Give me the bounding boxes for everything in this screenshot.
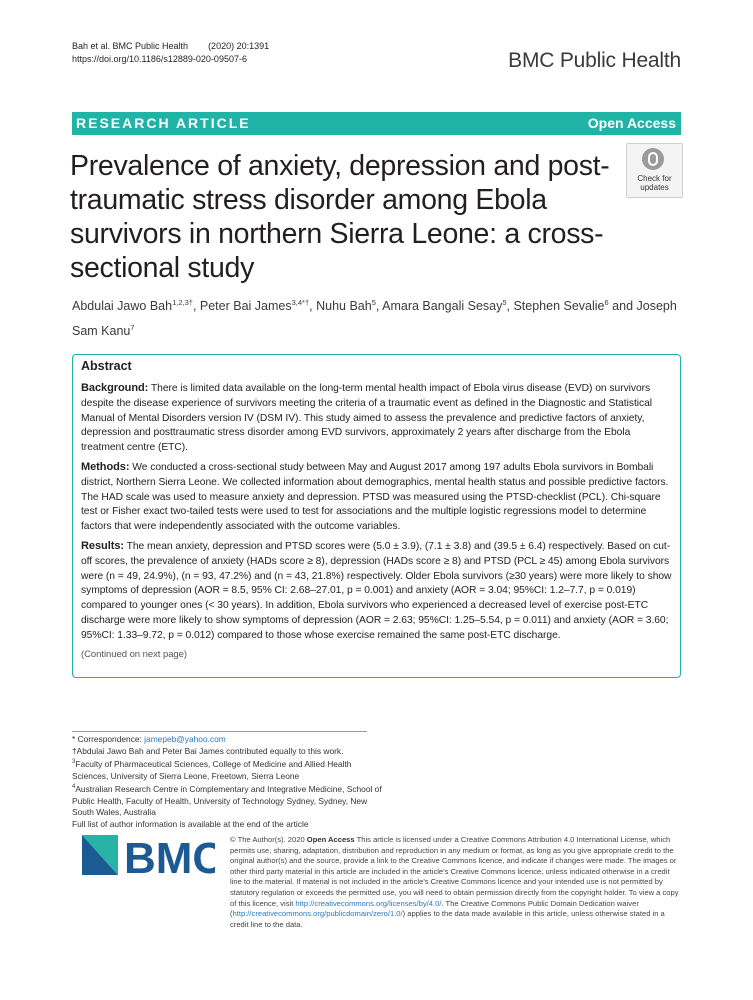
footnotes: [72, 734, 382, 830]
license-body-2: . The Creative Commons Public Domain Dedication waiver (: [230, 898, 639, 919]
continued-note: (Continued on next page): [81, 648, 188, 660]
section-text: The mean anxiety, depression and PTSD scores were (5.0 ± 3.9), (7.1 ± 3.8) and (39.5 ± 6.4) respectively. Based on cut-off scores, the prevalence of anxiety (HADs score ≥ 8), depression (HADs score ≥ 8) and PTSD (PCL ≥ 45) among Ebola survivors were (n = 49, 24.9%), (n = 93, 47.2%) and (n = 43, 21.8%) respectively. Older Ebola survivors (≥30 years) were more likely to show symptoms of depression (AOR = 8.5, 95% CI: 2.68–27.01, p = 0.001) and anxiety (AOR = 3.04; 95%CI: 1.2–7.7, p = 0.019) compared to younger ones (< 30 years). In addition, Ebola survivors who experienced a decreased level of exercise post-ETC discharge were more likely to show symptoms of depression (AOR = 2.63; 95%CI: 1.25–5.54, p = 0.011) and anxiety (AOR = 3.60; 95%CI: 1.33–9.72, p = 0.012) compared to those whose exercise remained the same post-ETC discharge.: [81, 540, 672, 641]
abstract-results: [81, 539, 674, 644]
author-name: Nuhu Bah: [316, 299, 372, 314]
author-name: Joseph Sam Kanu: [72, 299, 677, 339]
author-affiliation-sup: 5: [502, 298, 507, 307]
author-name: Abdulai Jawo Bah: [72, 299, 173, 314]
affiliation-sup: 3: [72, 759, 76, 766]
correspondence-label: * Correspondence:: [72, 734, 145, 744]
citation-year-volume: (2020) 20:1391: [208, 41, 270, 51]
footnote-divider: [72, 731, 367, 732]
check-for-updates-badge[interactable]: [626, 143, 683, 198]
abstract-background: [81, 381, 674, 456]
citation-doi[interactable]: https://doi.org/10.1186/s12889-020-09507-6: [72, 54, 247, 64]
bmc-logo: [80, 829, 215, 881]
author-separator: ,: [309, 299, 317, 314]
abstract-box: [72, 354, 681, 678]
section-text: We conducted a cross-sectional study between May and August 2017 among 197 adults Ebola survivors in Bombali district, Northern Sierra Leone. We collected information about demographics, mental health status and possible predictive factors. The HAD scale was used to measure anxiety and depression. PTSD was measured using the PTSD-checklist (PCL). Chi-square test or Fisher exact two-tailed tests were used to test for associations and the multiple logistic regressions model to determine factors that were independently associated with the outcome variables.: [81, 461, 669, 533]
author-affiliation-sup: 7: [130, 323, 135, 333]
license-text: [230, 835, 682, 930]
author-affiliation-sup: 5: [371, 298, 376, 307]
abstract-heading: Abstract: [81, 359, 132, 373]
author-list: [72, 292, 682, 342]
abstract-body: [81, 381, 674, 662]
license-body: This article is licensed under a Creative Commons Attribution 4.0 International License, which permits use, sharing, adaptation, distribution and reproduction in any medium or format, as long as you give appropriate credit to the original author(s) and the source, provide a link to the Creative Commons licence, and indicate if changes were made. The images or other third party material in this article are included in the article's Creative Commons licence, unless indicated otherwise in a credit line to the material. If material is not included in the article's Creative Commons licence and your intended use is not permitted by statutory regulation or exceeds the permitted use, you will need to obtain permission directly from the copyright holder. To view a copy of this licence, visit: [230, 835, 679, 908]
open-access-label: Open Access: [587, 115, 676, 131]
section-label: Methods:: [81, 460, 130, 473]
author-separator: ,: [506, 299, 514, 314]
article-type-label: RESEARCH ARTICLE: [76, 115, 251, 131]
author-affiliation-sup: 3,4*†: [291, 298, 310, 307]
affiliation-3: Faculty of Pharmaceutical Sciences, College of Medicine and Allied Health Sciences, University of Sierra Leone, Freetown, Sierra Leone: [72, 758, 352, 781]
author-name: Amara Bangali Sesay: [382, 299, 503, 314]
section-label: Background:: [81, 382, 149, 394]
author-separator: ,: [192, 299, 200, 314]
license-open-access: Open Access: [306, 835, 355, 844]
license-body-3: ) applies to the data made available in this article, unless otherwise stated in a credit line to the data.: [230, 909, 665, 929]
citation-authors-journal: Bah et al. BMC Public Health: [72, 41, 189, 51]
section-text: There is limited data available on the long-term mental health impact of Ebola virus disease (EVD) on survivors despite the disease experience of survivors meeting the criteria of a traumatic event as defined in the Diagnostic and Statistical Manual of Mental Disorders version IV (DSM IV). This study aimed to assess the prevalence and predictive factors of anxiety, depression and posttraumatic stress disorder among EVD survivors, approximately 2 years after discharge from the Ebola treatment centre (ETC).: [81, 383, 653, 454]
abstract-methods: [81, 460, 674, 535]
check-updates-icon: [642, 148, 664, 170]
citation-header: [72, 40, 269, 66]
check-updates-line2: updates: [640, 183, 669, 192]
journal-name: BMC Public Health: [508, 49, 681, 72]
author-separator: and: [608, 299, 637, 314]
cc-by-link[interactable]: http://creativecommons.org/licenses/by/4.0/: [295, 898, 442, 908]
author-name: Stephen Sevalie: [513, 299, 605, 314]
author-affiliation-sup: 6: [604, 298, 609, 307]
author-name: Peter Bai James: [199, 299, 292, 314]
equal-contribution-note: †Abdulai Jawo Bah and Peter Bai James contributed equally to this work.: [72, 745, 344, 756]
author-separator: ,: [375, 299, 383, 314]
article-type-bar: [72, 112, 681, 135]
cc-zero-link[interactable]: http://creativecommons.org/publicdomain/zero/1.0/: [232, 909, 403, 919]
full-author-list-note: Full list of author information is available at the end of the article: [72, 818, 309, 829]
affiliation-sup: 4: [72, 784, 76, 791]
correspondence-email[interactable]: jamepeb@yahoo.com: [144, 734, 226, 744]
affiliation-4: Australian Research Centre in Complementary and Integrative Medicine, School of Public Health, Faculty of Health, University of Technology Sydney, Sydney, New South Wales, Australia: [72, 783, 382, 818]
check-updates-line1: Check for: [637, 174, 672, 183]
section-label: Results:: [81, 539, 124, 552]
bmc-logo-text: BMC: [124, 834, 215, 881]
license-copyright: © The Author(s). 2020: [230, 835, 307, 844]
author-affiliation-sup: 1,2,3†: [172, 298, 193, 307]
article-title: Prevalence of anxiety, depression and post-traumatic stress disorder among Ebola survivors in northern Sierra Leone: a cross-sectional study: [70, 150, 610, 284]
bmc-logo-icon: [80, 829, 215, 881]
